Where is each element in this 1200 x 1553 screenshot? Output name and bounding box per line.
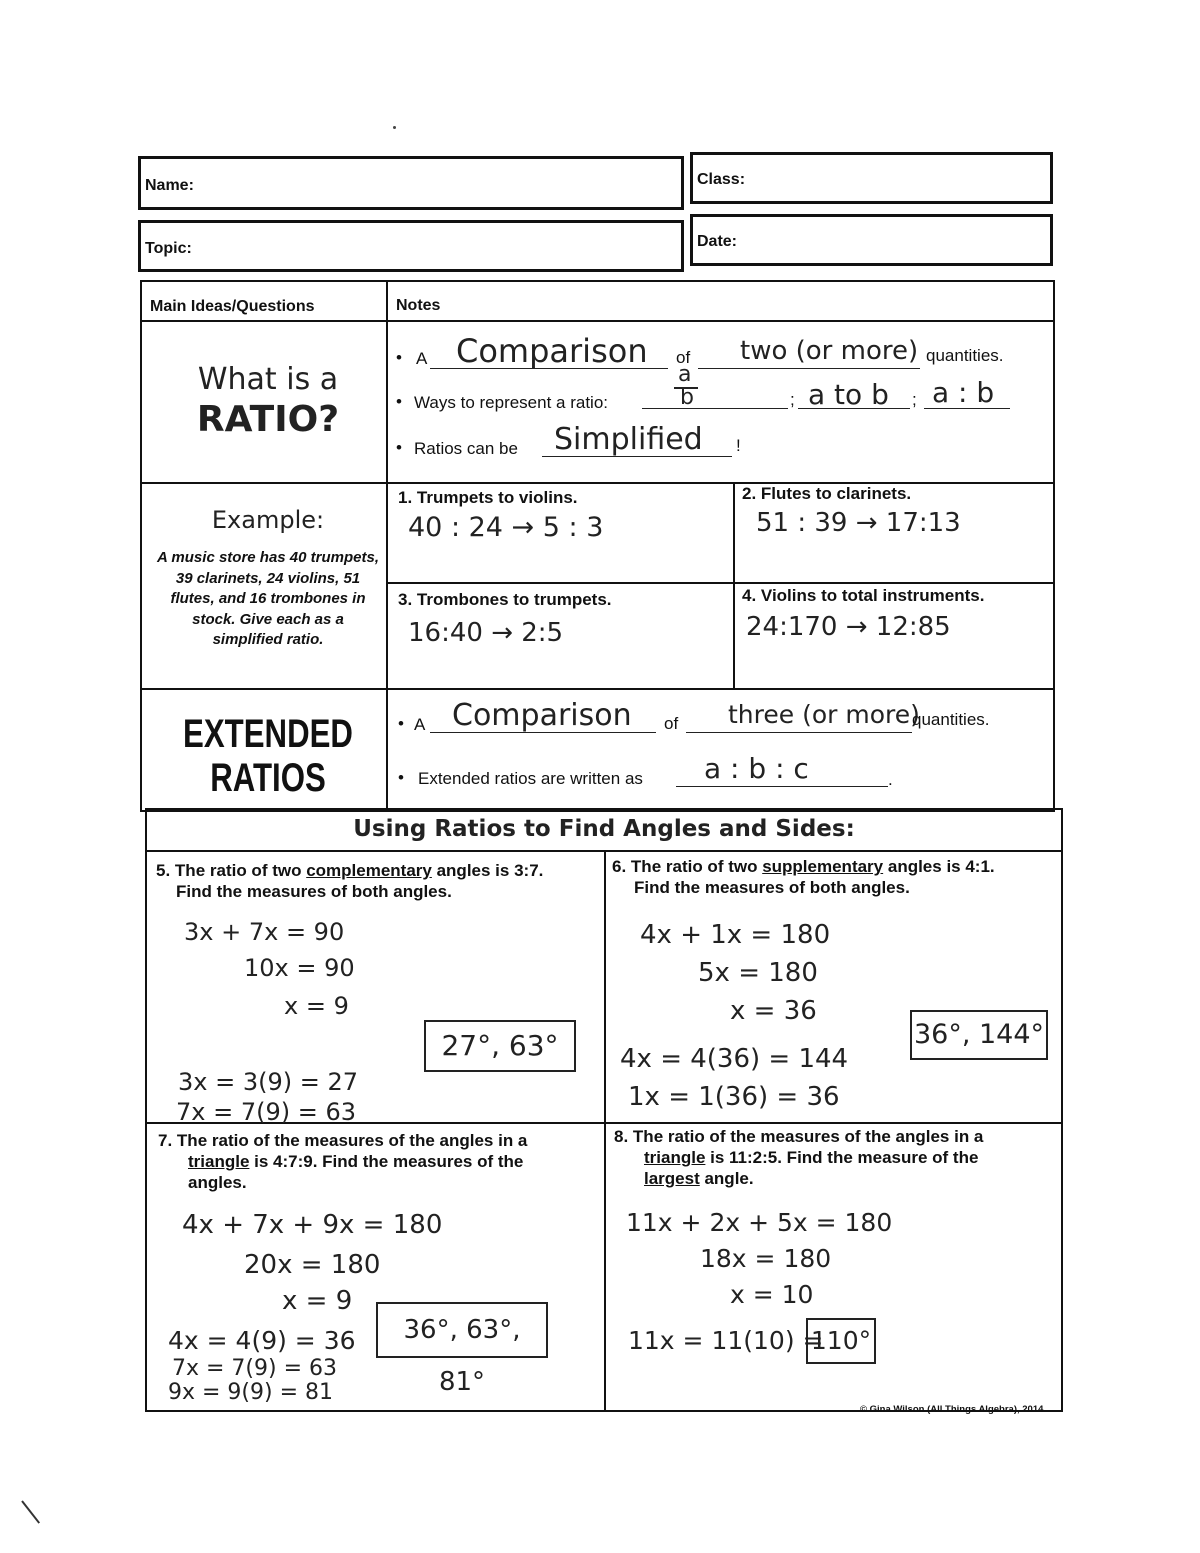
date-field-box[interactable] <box>690 214 1053 266</box>
ext-b2-blank <box>676 786 888 787</box>
q5-work-4: 3x = 3(9) = 27 <box>178 1068 359 1096</box>
example-text: A music store has 40 trumpets, 39 clarinets, 24 violins, 51 flutes, and 16 trombones in stock. Give each as a simplified ratio. <box>156 549 380 648</box>
extended-bullet-2 <box>398 752 1048 792</box>
ratio-heading-line2: RATIO? <box>196 399 340 440</box>
example-heading: Example: <box>211 506 325 534</box>
q6-work-5: 1x = 1(36) = 36 <box>628 1082 840 1112</box>
ext-b1-mid: of <box>664 714 679 733</box>
q6-line2: Find the measures of both angles. <box>634 878 910 897</box>
q5-work-3: x = 9 <box>284 992 349 1020</box>
ratio-heading <box>150 362 386 440</box>
q5-line2: Find the measures of both angles. <box>176 882 452 901</box>
q5-post: angles is 3:7. <box>431 861 544 880</box>
example-inner-divider <box>386 582 1055 584</box>
q7-answer-box: 36°, 63°, 81° <box>376 1302 548 1358</box>
extended-heading-line2: RATIOS <box>210 756 326 800</box>
q6-prompt <box>612 856 1057 898</box>
q6-answer-box: 36°, 144° <box>910 1010 1048 1060</box>
angles-mid-divider <box>604 850 606 1410</box>
ext-b2-post: . <box>888 770 893 789</box>
ratio-b1-ans2: two (or more) <box>740 336 919 366</box>
ext-b1-ans1: Comparison <box>452 698 632 733</box>
column-divider <box>386 280 388 808</box>
q7-num: 7. <box>158 1131 173 1150</box>
q7-work-6: 9x = 9(9) = 81 <box>168 1380 334 1405</box>
q7-line3: angles. <box>188 1173 247 1192</box>
scan-mark <box>21 1500 40 1523</box>
q8-underlined: triangle <box>644 1148 706 1167</box>
q3-text: Trombones to trumpets. <box>416 590 612 609</box>
ext-b1-pre: A <box>414 715 426 734</box>
class-label: Class: <box>697 171 746 188</box>
q2-work: 51 : 39 → 17:13 <box>756 508 961 538</box>
q5-underlined: complementary <box>306 861 432 880</box>
name-label: Name: <box>145 177 194 194</box>
ratio-heading-line1: What is a <box>197 362 339 397</box>
ext-b1-ans2: three (or more) <box>728 700 920 729</box>
topic-label: Topic: <box>145 240 192 257</box>
q7-work-3: x = 9 <box>282 1286 353 1316</box>
ratio-b2-blank1 <box>642 408 788 409</box>
q6-work-1: 4x + 1x = 180 <box>640 920 831 950</box>
ratio-b2-sep2: ; <box>912 390 917 409</box>
example-q2 <box>742 484 1052 504</box>
q2-text: Flutes to clarinets. <box>760 484 912 503</box>
ratio-b3-pre: Ratios can be <box>414 439 518 458</box>
q6-work-4: 4x = 4(36) = 144 <box>620 1044 849 1074</box>
q8-work-1: 11x + 2x + 5x = 180 <box>626 1208 893 1237</box>
q5-work-2: 10x = 90 <box>244 954 355 982</box>
example-q1 <box>398 488 728 508</box>
q1-text: Trumpets to violins. <box>416 488 578 507</box>
q8-line1: The ratio of the measures of the angles in a <box>632 1127 984 1146</box>
q5-pre: The ratio of two <box>174 861 307 880</box>
q7-work-5: 7x = 7(9) = 63 <box>172 1356 338 1381</box>
q7-line2-post: is 4:7:9. Find the measures of the <box>249 1152 524 1171</box>
ratio-b2-frac-num: a <box>678 362 692 387</box>
example-q4 <box>742 586 1052 606</box>
q5-work-5: 7x = 7(9) = 63 <box>176 1098 357 1126</box>
col-notes-header: Notes <box>396 297 441 314</box>
q6-num: 6. <box>612 857 627 876</box>
q6-underlined: supplementary <box>762 857 884 876</box>
q4-work: 24:170 → 12:85 <box>746 612 951 642</box>
scan-speck <box>393 126 396 129</box>
bullet-dot: • <box>398 714 404 733</box>
q6-work-3: x = 36 <box>730 996 817 1026</box>
q1-num: 1. <box>398 488 413 507</box>
q8-answer-box: 110° <box>806 1318 876 1364</box>
ratio-bullet-2 <box>396 362 1046 412</box>
ratio-b1-ans1: Comparison <box>456 332 648 370</box>
ext-b1-post: quantities. <box>912 710 990 729</box>
bullet-dot: • <box>396 438 402 457</box>
ratio-b2-ans3: a : b <box>932 376 995 409</box>
angles-heading: Using Ratios to Find Angles and Sides: <box>353 816 855 842</box>
q7-work-2: 20x = 180 <box>244 1250 381 1280</box>
ratio-b2-ans2: a to b <box>808 378 889 411</box>
ext-b2-pre: Extended ratios are written as <box>418 769 643 788</box>
q2-num: 2. <box>742 484 757 503</box>
copyright: © Gina Wilson (All Things Algebra), 2014 <box>860 1404 1044 1415</box>
q3-num: 3. <box>398 590 413 609</box>
bullet-dot: • <box>396 348 402 367</box>
ratio-b1-pre: A <box>416 349 428 368</box>
ratio-b1-mid: of <box>676 348 691 367</box>
example-q3 <box>398 590 728 610</box>
q5-num: 5. <box>156 861 171 880</box>
q8-work-3: x = 10 <box>730 1280 814 1309</box>
q6-work-2: 5x = 180 <box>698 958 818 988</box>
q5-answer-box: 27°, 63° <box>424 1020 576 1072</box>
q8-work-4: 11x = 11(10) = <box>628 1326 824 1355</box>
ratio-b1-post: quantities. <box>926 346 1004 365</box>
extended-heading <box>176 712 360 800</box>
ratio-bullet-3 <box>396 420 1046 462</box>
ratio-b2-sep1: ; <box>790 390 795 409</box>
q4-text: Violins to total instruments. <box>760 586 985 605</box>
q7-work-4: 4x = 4(9) = 36 <box>168 1326 356 1355</box>
q8-line3-post: angle. <box>699 1169 754 1188</box>
q5-prompt <box>156 860 596 902</box>
ratio-b2-pre: Ways to represent a ratio: <box>414 393 609 412</box>
date-label: Date: <box>697 233 738 250</box>
ratio-b2-frac-den: b <box>680 385 694 410</box>
ratio-b3-post: ! <box>736 436 741 455</box>
q7-work-1: 4x + 7x + 9x = 180 <box>182 1210 443 1240</box>
example-row-divider <box>140 688 1055 690</box>
example-mid-divider <box>733 482 735 688</box>
header-row-divider <box>140 320 1055 322</box>
q6-post: angles is 4:1. <box>883 857 995 876</box>
col-main-header: Main Ideas/Questions <box>150 298 315 315</box>
bullet-dot: • <box>398 768 404 787</box>
class-field-box[interactable] <box>690 152 1053 204</box>
q8-line2-post: is 11:2:5. Find the measure of the <box>705 1148 979 1167</box>
ext-b1-blank2 <box>686 732 912 733</box>
ext-b2-ans: a : b : c <box>704 752 809 785</box>
q7-prompt <box>158 1130 598 1193</box>
q7-underlined: triangle <box>188 1152 250 1171</box>
name-field-box[interactable] <box>138 156 684 210</box>
extended-bullet-1 <box>398 696 1048 736</box>
q3-work: 16:40 → 2:5 <box>408 618 564 648</box>
q8-underlined-2: largest <box>644 1169 700 1188</box>
q8-work-2: 18x = 180 <box>700 1244 832 1273</box>
q8-prompt <box>614 1126 1059 1189</box>
q6-pre: The ratio of two <box>630 857 763 876</box>
q1-work: 40 : 24 → 5 : 3 <box>408 512 604 543</box>
extended-heading-line1: EXTENDED <box>183 712 353 756</box>
q7-line1: The ratio of the measures of the angles in a <box>176 1131 528 1150</box>
q5-work-1: 3x + 7x = 90 <box>184 918 345 946</box>
q8-num: 8. <box>614 1127 629 1146</box>
ratio-b3-ans: Simplified <box>554 422 703 457</box>
q4-num: 4. <box>742 586 757 605</box>
topic-field-box[interactable] <box>138 220 684 272</box>
bullet-dot: • <box>396 392 402 411</box>
